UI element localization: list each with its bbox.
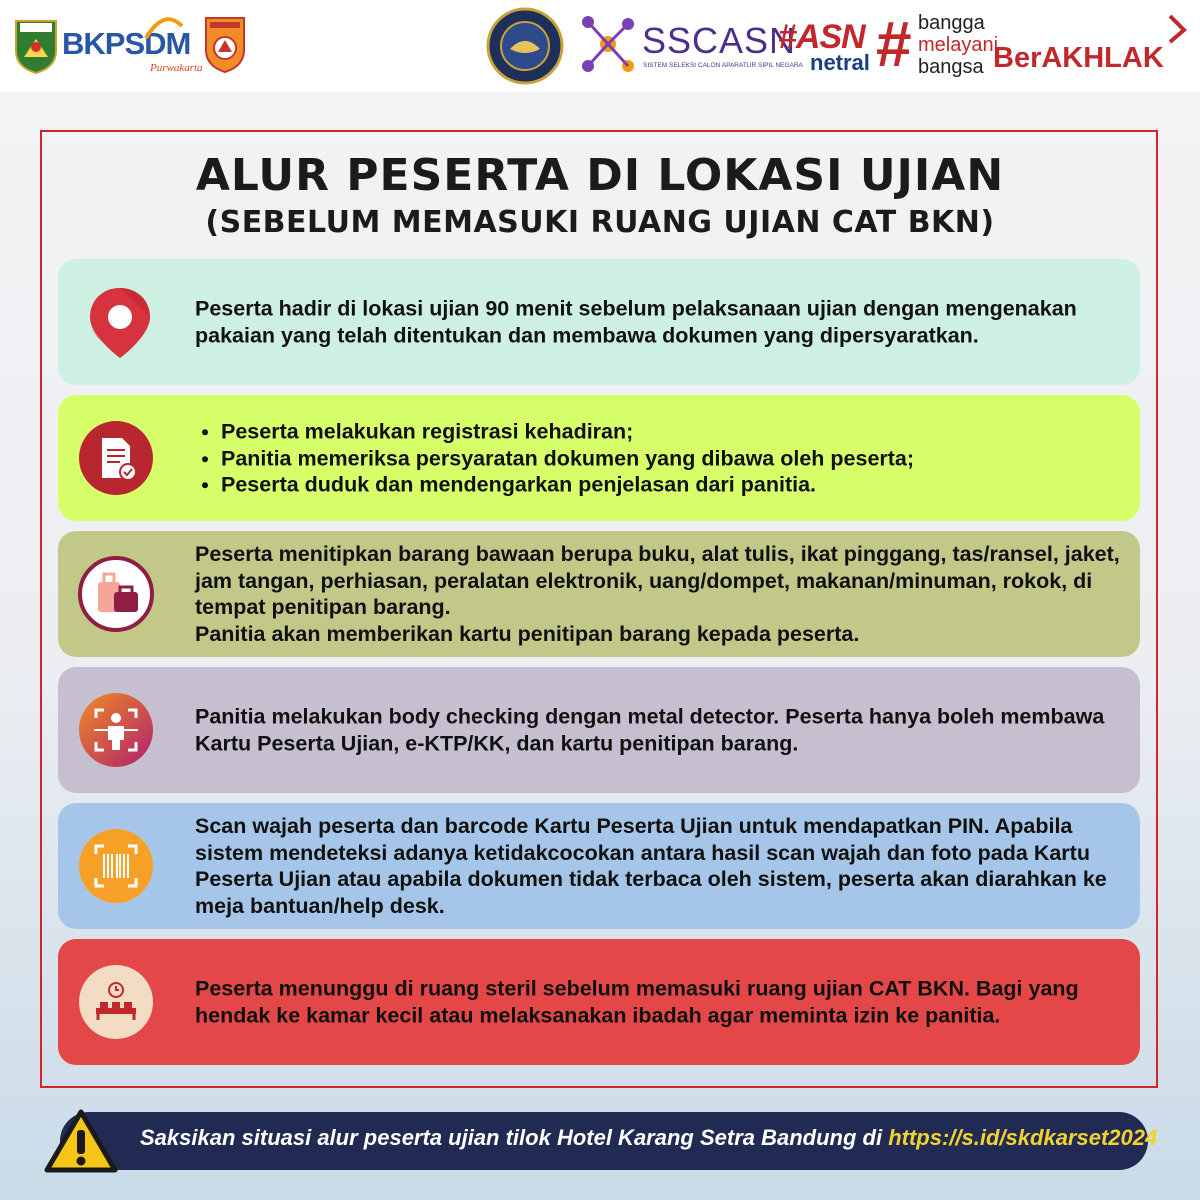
- step-5-text: Scan wajah peserta dan barcode Kartu Peserta Ujian untuk mendapatkan PIN. Apabila sistem mendeteksi adanya ketidakcocokan antara hasil scan wajah dan foto pada Kartu Peserta Ujian atau apabila dokumen tidak terbaca oleh sistem, peserta akan diarahkan ke meja bantuan/help desk.: [195, 814, 1107, 918]
- body-scan-icon: [78, 692, 154, 768]
- bangga-line-2: melayani: [918, 34, 999, 56]
- footer-link[interactable]: https://s.id/skdkarset2024: [888, 1125, 1158, 1150]
- sscasn-molecule-icon: [580, 14, 636, 74]
- step-card-4: [58, 667, 1140, 793]
- sscasn-wordmark: SSCASN: [642, 20, 797, 61]
- berakhlak-logo: BerAKHLAK: [993, 42, 1164, 74]
- waiting-room-icon: [78, 964, 154, 1040]
- list-item: • Peserta melakukan registrasi kehadiran;: [221, 418, 1120, 445]
- location-pin-icon: [82, 284, 158, 360]
- step-3-paragraph-2: Panitia akan memberikan kartu penitipan barang kepada peserta.: [195, 621, 860, 646]
- list-item: • Peserta duduk dan mendengarkan penjelasan dari panitia.: [221, 471, 1120, 498]
- bkpsdm-logo: [62, 24, 212, 76]
- step-card-3: [58, 531, 1140, 657]
- bkpsdm-wordmark: BKPSDM: [62, 26, 191, 61]
- sscasn-subtitle: SISTEM SELEKSI CALON APARATUR SIPIL NEGARA: [643, 62, 803, 69]
- barcode-scan-icon: [78, 828, 154, 904]
- list-item: • Panitia memeriksa persyaratan dokumen yang dibawa oleh peserta;: [221, 445, 1120, 472]
- step-1-text: Peserta hadir di lokasi ujian 90 menit sebelum pelaksanaan ujian dengan mengenakan pakaian yang telah ditentukan dan membawa dokumen yang dipersyaratkan.: [195, 296, 1077, 347]
- header-bar: [0, 0, 1200, 92]
- bkpsdm-shield-icon: [204, 16, 246, 74]
- page-title: ALUR PESERTA DI LOKASI UJIAN: [195, 150, 1005, 201]
- luggage-icon: [78, 556, 154, 632]
- step-card-5: [58, 803, 1140, 929]
- step-2-list: [195, 418, 1120, 498]
- left-logos: [14, 8, 58, 84]
- step-card-6: [58, 939, 1140, 1065]
- step-2-text: [195, 418, 1120, 498]
- bkpsdm-subtitle: Purwakarta: [150, 62, 203, 74]
- document-check-icon: [78, 420, 154, 496]
- bangga-line-1: bangga: [918, 12, 985, 34]
- step-card-1: [58, 259, 1140, 385]
- purwakarta-crest-icon: [14, 17, 58, 75]
- asn-netral-logo: #ASN: [778, 18, 865, 56]
- swoosh-icon: [144, 12, 184, 42]
- bangga-line-3: bangsa: [918, 56, 984, 78]
- cat-bkn-seal-icon: [486, 7, 564, 85]
- asn-netral-sub: netral: [810, 50, 870, 75]
- footer-message: Saksikan situasi alur peserta ujian tilok Hotel Karang Setra Bandung di: [140, 1125, 889, 1150]
- step-3-paragraph: Peserta menitipkan barang bawaan berupa buku, alat tulis, ikat pinggang, tas/ransel, jaket, jam tangan, perhiasan, peralatan elektronik, uang/dompet, makanan/minuman, rokok, di tempat penitipan barang.: [195, 542, 1120, 619]
- step-3-text: [195, 541, 1120, 647]
- berakhlak-mark-icon: [1166, 14, 1188, 44]
- step-4-text: Panitia melakukan body checking dengan metal detector. Peserta hanya boleh membawa Kartu Peserta Ujian, e-KTP/KK, dan kartu penitipan barang.: [195, 704, 1105, 755]
- warning-icon: [44, 1108, 118, 1174]
- step-6-text: Peserta menunggu di ruang steril sebelum memasuki ruang ujian CAT BKN. Bagi yang hendak ke kamar kecil atau melaksanakan ibadah agar meminta izin ke panitia.: [195, 976, 1079, 1027]
- step-card-2: [58, 395, 1140, 521]
- footer-text: [140, 1125, 1157, 1151]
- bangga-hash: #: [876, 8, 912, 80]
- page-subtitle: (SEBELUM MEMASUKI RUANG UJIAN CAT BKN): [205, 205, 995, 240]
